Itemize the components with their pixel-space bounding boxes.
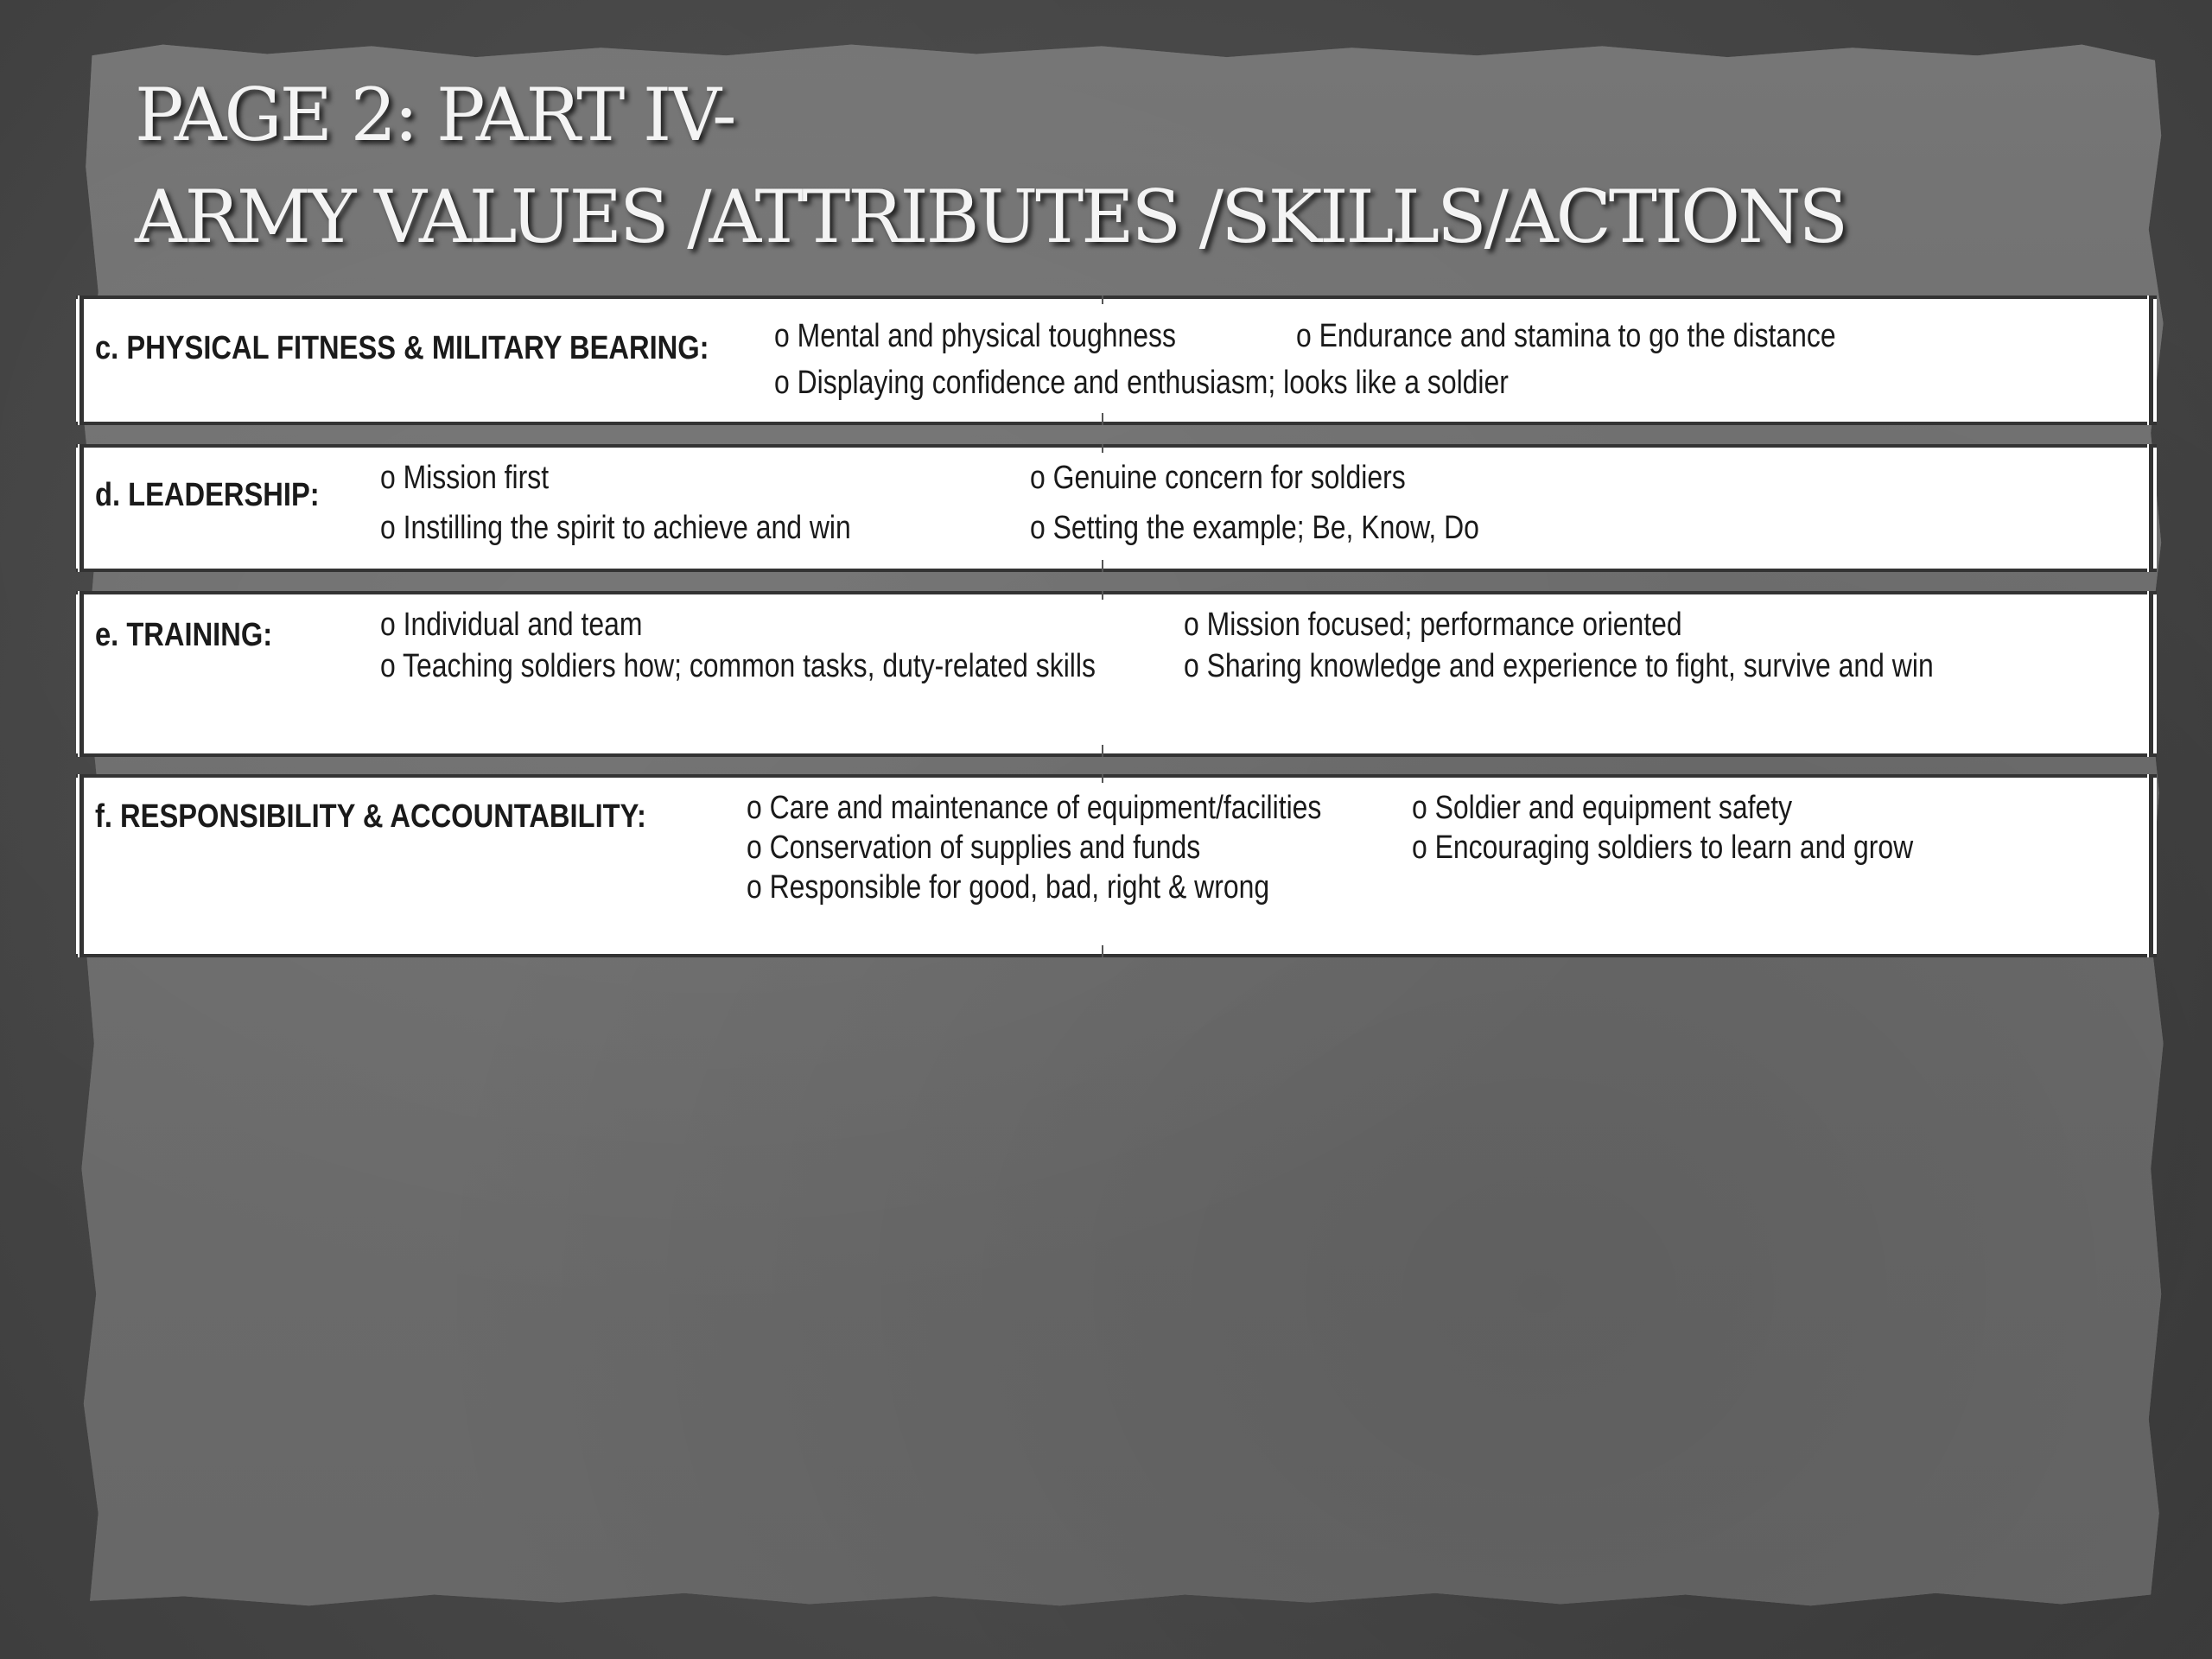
- physical-item-toughness: o Mental and physical toughness: [774, 318, 1176, 354]
- training-item-teaching: o Teaching soldiers how; common tasks, duty-related skills: [380, 648, 1096, 684]
- responsibility-item-good-bad: o Responsible for good, bad, right & wrong: [747, 869, 1270, 906]
- leadership-panel: [76, 444, 2157, 572]
- leadership-item-mission-first: o Mission first: [380, 460, 550, 496]
- training-item-mission-focused: o Mission focused; performance oriented: [1184, 607, 1682, 643]
- leadership-item-concern: o Genuine concern for soldiers: [1030, 460, 1406, 496]
- training-panel: [76, 591, 2157, 757]
- training-label: e. TRAINING:: [95, 617, 273, 653]
- slide-title: [135, 64, 1846, 268]
- responsibility-item-conservation: o Conservation of supplies and funds: [747, 830, 1201, 866]
- physical-fitness-label: c. PHYSICAL FITNESS & MILITARY BEARING:: [95, 330, 709, 366]
- physical-item-endurance: o Endurance and stamina to go the distance: [1296, 318, 1836, 354]
- responsibility-label: f. RESPONSIBILITY & ACCOUNTABILITY:: [95, 798, 646, 835]
- training-item-individual: o Individual and team: [380, 607, 643, 643]
- physical-item-confidence: o Displaying confidence and enthusiasm; looks like a soldier: [774, 365, 1509, 401]
- title-line-2: ARMY VALUES /ATTRIBUTES /SKILLS/ACTIONS: [135, 175, 1847, 259]
- title-line-1: PAGE 2: PART IV-: [135, 73, 734, 157]
- leadership-item-example: o Setting the example; Be, Know, Do: [1030, 510, 1479, 546]
- responsibility-item-care: o Care and maintenance of equipment/facilities: [747, 790, 1322, 826]
- training-item-sharing: o Sharing knowledge and experience to fight, survive and win: [1184, 648, 1934, 684]
- responsibility-item-safety: o Soldier and equipment safety: [1412, 790, 1793, 826]
- physical-fitness-panel: [76, 296, 2157, 425]
- responsibility-item-encouraging: o Encouraging soldiers to learn and grow: [1412, 830, 1914, 866]
- leadership-label: d. LEADERSHIP:: [95, 477, 320, 513]
- leadership-item-spirit: o Instilling the spirit to achieve and win: [380, 510, 851, 546]
- responsibility-panel: [76, 774, 2157, 957]
